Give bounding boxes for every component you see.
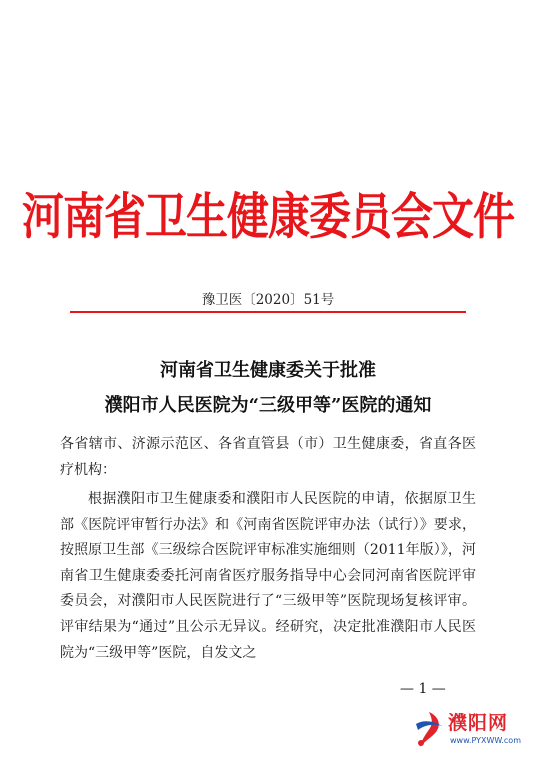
notice-title-line-1: 河南省卫生健康委关于批准 bbox=[160, 360, 376, 381]
page-number: — 1 — bbox=[400, 681, 446, 697]
red-divider-line bbox=[70, 311, 466, 313]
masthead-title: 河南省卫生健康委员会文件 bbox=[21, 187, 514, 246]
site-watermark bbox=[410, 706, 532, 754]
body-paragraph: 根据濮阳市卫生健康委和濮阳市人民医院的申请，依据原卫生部《医院评审暂行办法》和《河南省医院评审办法（试行）》要求，按照原卫生部《三级综合医院评审标准实施细则（2011年版）》，河南省卫生健康委委托河南省医疗服务指导中心会同河南省医院评审委员会，对濮阳市人民医院进行了“三级甲等”医院现场复核评审。评审结果为“通过”且公示无异议。经研究，决定批准濮阳市人民医院为“三级甲等”医院，自发文之 bbox=[60, 491, 476, 661]
document-number: 豫卫医〔2020〕51号 bbox=[201, 292, 335, 308]
watermark-site-name: 濮阳网 bbox=[448, 712, 509, 734]
notice-title-line-2: 濮阳市人民医院为“三级甲等”医院的通知 bbox=[104, 395, 432, 416]
watermark-logo-icon bbox=[412, 710, 446, 750]
addressee-text: 各省辖市、济源示范区、各省直管县（市）卫生健康委，省直各医疗机构： bbox=[60, 436, 476, 478]
watermark-site-url: www.PYXWW.com bbox=[450, 736, 521, 745]
